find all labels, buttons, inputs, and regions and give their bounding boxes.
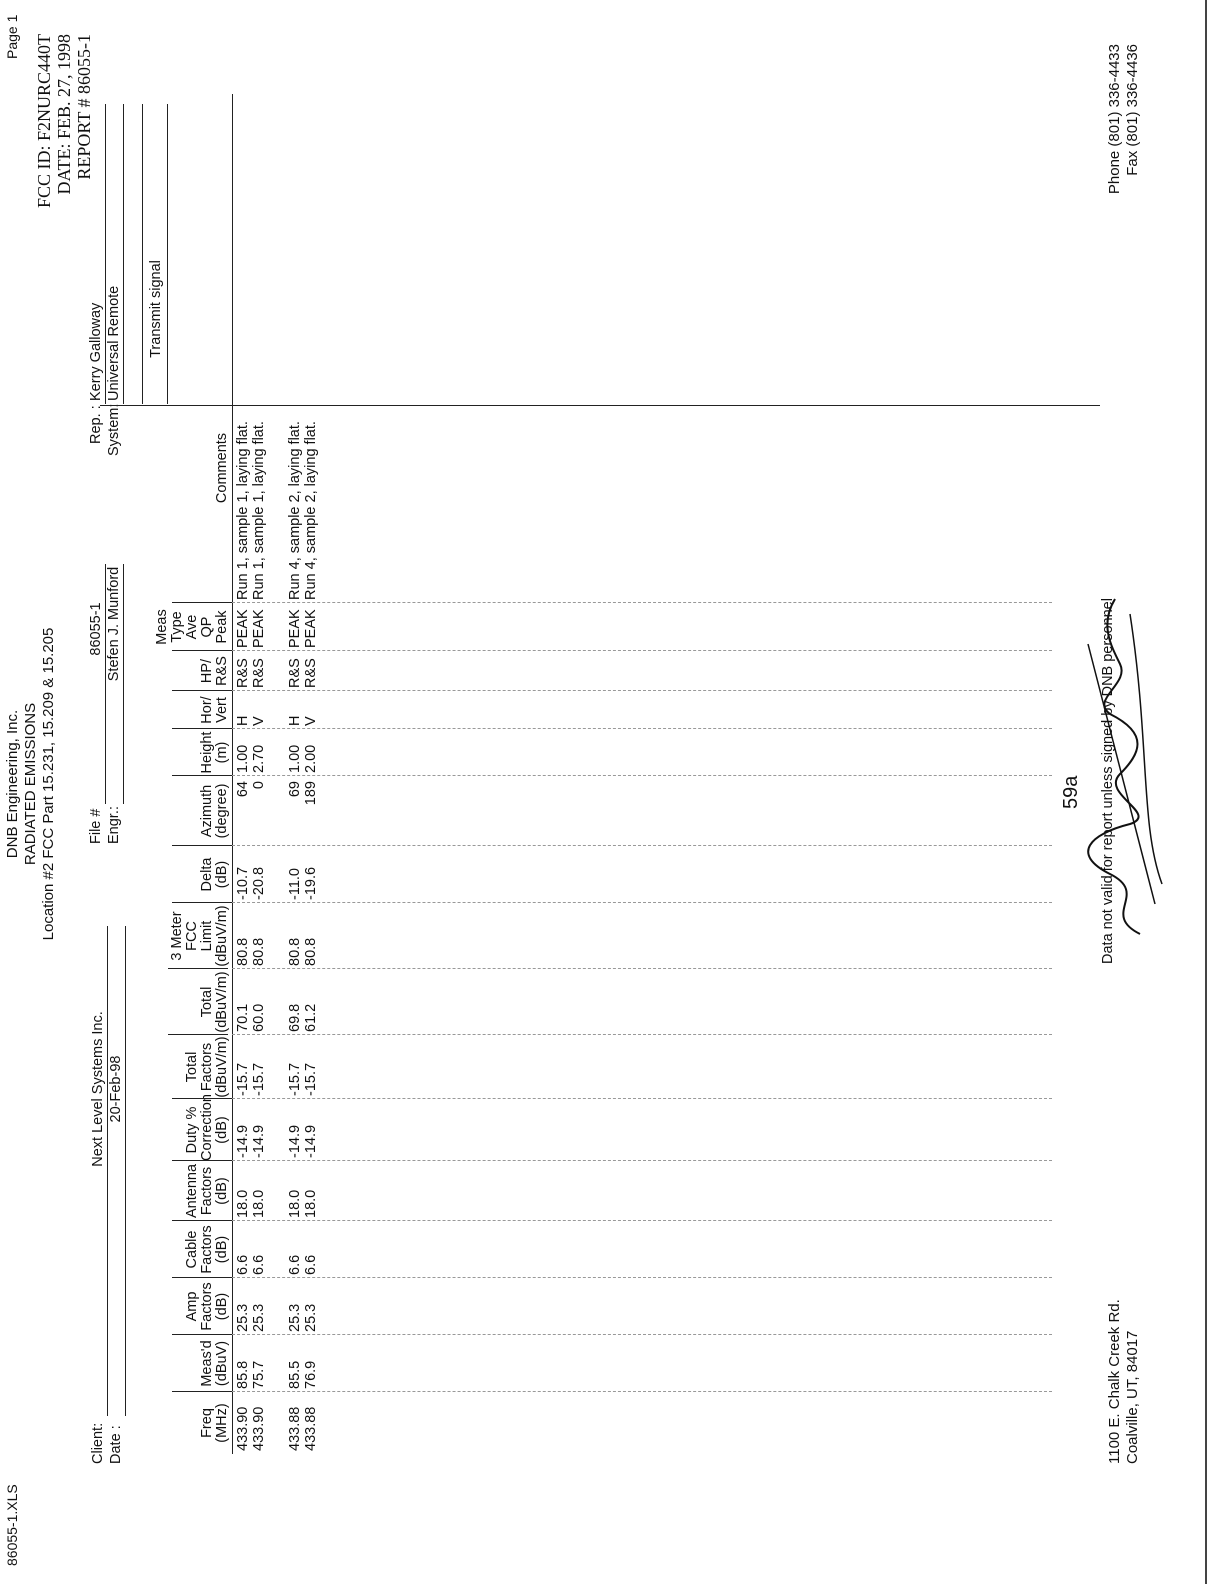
engr-value: Stefen J. Munford — [106, 566, 122, 682]
file-value: 86055-1 — [88, 602, 104, 656]
col-header-pol: Hor/ Vert — [199, 696, 230, 724]
system-label: System: — [106, 403, 122, 456]
cell-cable: 6.6 — [251, 1254, 267, 1275]
cell-meastype: PEAK — [251, 609, 267, 648]
col-header-rs: HP/ R&S — [199, 656, 230, 686]
cell-rs: R&S — [303, 658, 319, 688]
rep-value: Kerry Galloway — [88, 302, 104, 401]
cell-pol: V — [303, 716, 319, 726]
report-type: RADIATED EMISSIONS — [22, 702, 39, 866]
engr-label: Engr.: — [106, 806, 122, 844]
cell-antenna: 18.0 — [303, 1189, 319, 1218]
file-label: File # — [88, 808, 104, 844]
cell-meastype: PEAK — [303, 609, 319, 648]
cell-delta: -10.7 — [235, 866, 251, 900]
cell-totalf: -15.7 — [251, 1062, 267, 1096]
cell-total: 69.8 — [287, 1003, 303, 1032]
client-value: Next Level Systems Inc. — [90, 1011, 106, 1167]
cell-duty: -14.9 — [303, 1124, 319, 1158]
cell-delta: -19.6 — [303, 866, 319, 900]
cell-comments: Run 4, sample 2, laying flat. — [303, 421, 319, 600]
cell-height: 1.00 — [287, 744, 303, 773]
col-header-delta: Delta (dB) — [199, 857, 230, 892]
col-header-totalf: Total Factors (dBuV/m) — [184, 1036, 230, 1098]
cell-totalf: -15.7 — [287, 1062, 303, 1096]
col-header-limit: 3 Meter FCC Limit (dBuV/m) — [169, 905, 230, 967]
cell-cable: 6.6 — [303, 1254, 319, 1275]
cell-meastype: PEAK — [287, 609, 303, 648]
cell-pol: H — [287, 715, 303, 726]
cell-antenna: 18.0 — [251, 1189, 267, 1218]
cell-total: 61.2 — [303, 1003, 319, 1032]
cell-duty: -14.9 — [235, 1124, 251, 1158]
file-name: 86055-1.XLS — [4, 1484, 20, 1566]
cell-cable: 6.6 — [235, 1254, 251, 1275]
cell-freq: 433.90 — [251, 1406, 267, 1451]
cell-meas: 76.9 — [303, 1360, 319, 1389]
cell-meas: 85.5 — [287, 1360, 303, 1389]
col-header-meastype: Meas Type Ave QP Peak — [154, 609, 230, 645]
fax: Fax (801) 336-4436 — [1124, 44, 1141, 176]
cell-limit: 80.8 — [235, 937, 251, 966]
stamp-number: 59a — [1060, 775, 1082, 809]
address-line2: Coalville, UT, 84017 — [1124, 1330, 1141, 1464]
col-header-freq: Freq (MHz) — [199, 1403, 230, 1443]
page-label: Page 1 — [4, 14, 20, 59]
location-line: Location #2 FCC Part 15.231, 15.209 & 15.205 — [40, 627, 57, 941]
cell-freq: 433.88 — [303, 1406, 319, 1451]
cell-amp: 25.3 — [303, 1303, 319, 1332]
address-line1: 1100 E. Chalk Creek Rd. — [1106, 1299, 1123, 1464]
col-header-cable: Cable Factors (dB) — [184, 1225, 230, 1274]
system-value: Universal Remote — [106, 285, 122, 401]
cell-comments: Run 4, sample 2, laying flat. — [287, 421, 303, 600]
rep-label: Rep. : — [88, 405, 104, 444]
cell-comments: Run 1, sample 1, laying flat. — [251, 421, 267, 600]
cell-totalf: -15.7 — [235, 1062, 251, 1096]
cell-total: 70.1 — [235, 1003, 251, 1032]
col-header-meas: Meas'd (dBuV) — [199, 1340, 230, 1387]
cell-meastype: PEAK — [235, 609, 251, 648]
cell-antenna: 18.0 — [287, 1189, 303, 1218]
col-header-antenna: Antenna Factors (dB) — [184, 1163, 230, 1219]
cell-azimuth: 189 — [303, 781, 319, 806]
company-name: DNB Engineering, Inc. — [4, 709, 21, 859]
validity-note: Data not valid for report unless signed by DNB personnel — [1100, 598, 1116, 964]
cell-freq: 433.88 — [287, 1406, 303, 1451]
cell-freq: 433.90 — [235, 1406, 251, 1451]
date-value: 20-Feb-98 — [108, 1055, 124, 1123]
cell-pol: V — [251, 716, 267, 726]
cell-rs: R&S — [251, 658, 267, 688]
cell-antenna: 18.0 — [235, 1189, 251, 1218]
cell-azimuth: 69 — [287, 781, 303, 798]
signature — [1080, 584, 1170, 944]
col-header-total: Total (dBuV/m) — [199, 971, 230, 1033]
cell-duty: -14.9 — [251, 1124, 267, 1158]
cell-amp: 25.3 — [235, 1303, 251, 1332]
col-header-comments: Comments — [214, 432, 230, 504]
col-header-amp: Amp Factors (dB) — [184, 1282, 230, 1331]
col-header-azimuth: Azimuth (degree) — [199, 783, 230, 839]
fcc-date: DATE: FEB. 27, 1998 — [54, 34, 74, 195]
cell-cable: 6.6 — [287, 1254, 303, 1275]
cell-limit: 80.8 — [303, 937, 319, 966]
cell-delta: -20.8 — [251, 866, 267, 900]
cell-totalf: -15.7 — [303, 1062, 319, 1096]
cell-height: 2.00 — [303, 744, 319, 773]
cell-height: 2.70 — [251, 744, 267, 773]
date-label: Date : — [108, 1425, 124, 1464]
cell-delta: -11.0 — [287, 868, 303, 900]
col-header-duty: Duty % Correction (dB) — [184, 1094, 230, 1161]
cell-pol: H — [235, 715, 251, 726]
cell-comments: Run 1, sample 1, laying flat. — [235, 421, 251, 600]
phone: Phone (801) 336-4433 — [1106, 44, 1123, 195]
cell-limit: 80.8 — [251, 937, 267, 966]
fcc-id: FCC ID: F2NURC440T — [34, 34, 54, 209]
cell-azimuth: 64 — [235, 781, 251, 798]
report-number: REPORT # 86055-1 — [74, 34, 94, 180]
cell-limit: 80.8 — [287, 937, 303, 966]
note-value: Transmit signal — [148, 260, 164, 358]
col-header-height: Height (m) — [199, 731, 230, 774]
cell-amp: 25.3 — [287, 1303, 303, 1332]
cell-amp: 25.3 — [251, 1303, 267, 1332]
cell-duty: -14.9 — [287, 1124, 303, 1158]
cell-meas: 75.7 — [251, 1360, 267, 1389]
header-rule — [232, 94, 233, 1454]
cell-azimuth: 0 — [251, 781, 267, 790]
cell-height: 1.00 — [235, 744, 251, 773]
cell-rs: R&S — [287, 658, 303, 688]
cell-total: 60.0 — [251, 1003, 267, 1032]
cell-meas: 85.8 — [235, 1360, 251, 1389]
client-label: Client: — [90, 1422, 106, 1464]
cell-rs: R&S — [235, 658, 251, 688]
